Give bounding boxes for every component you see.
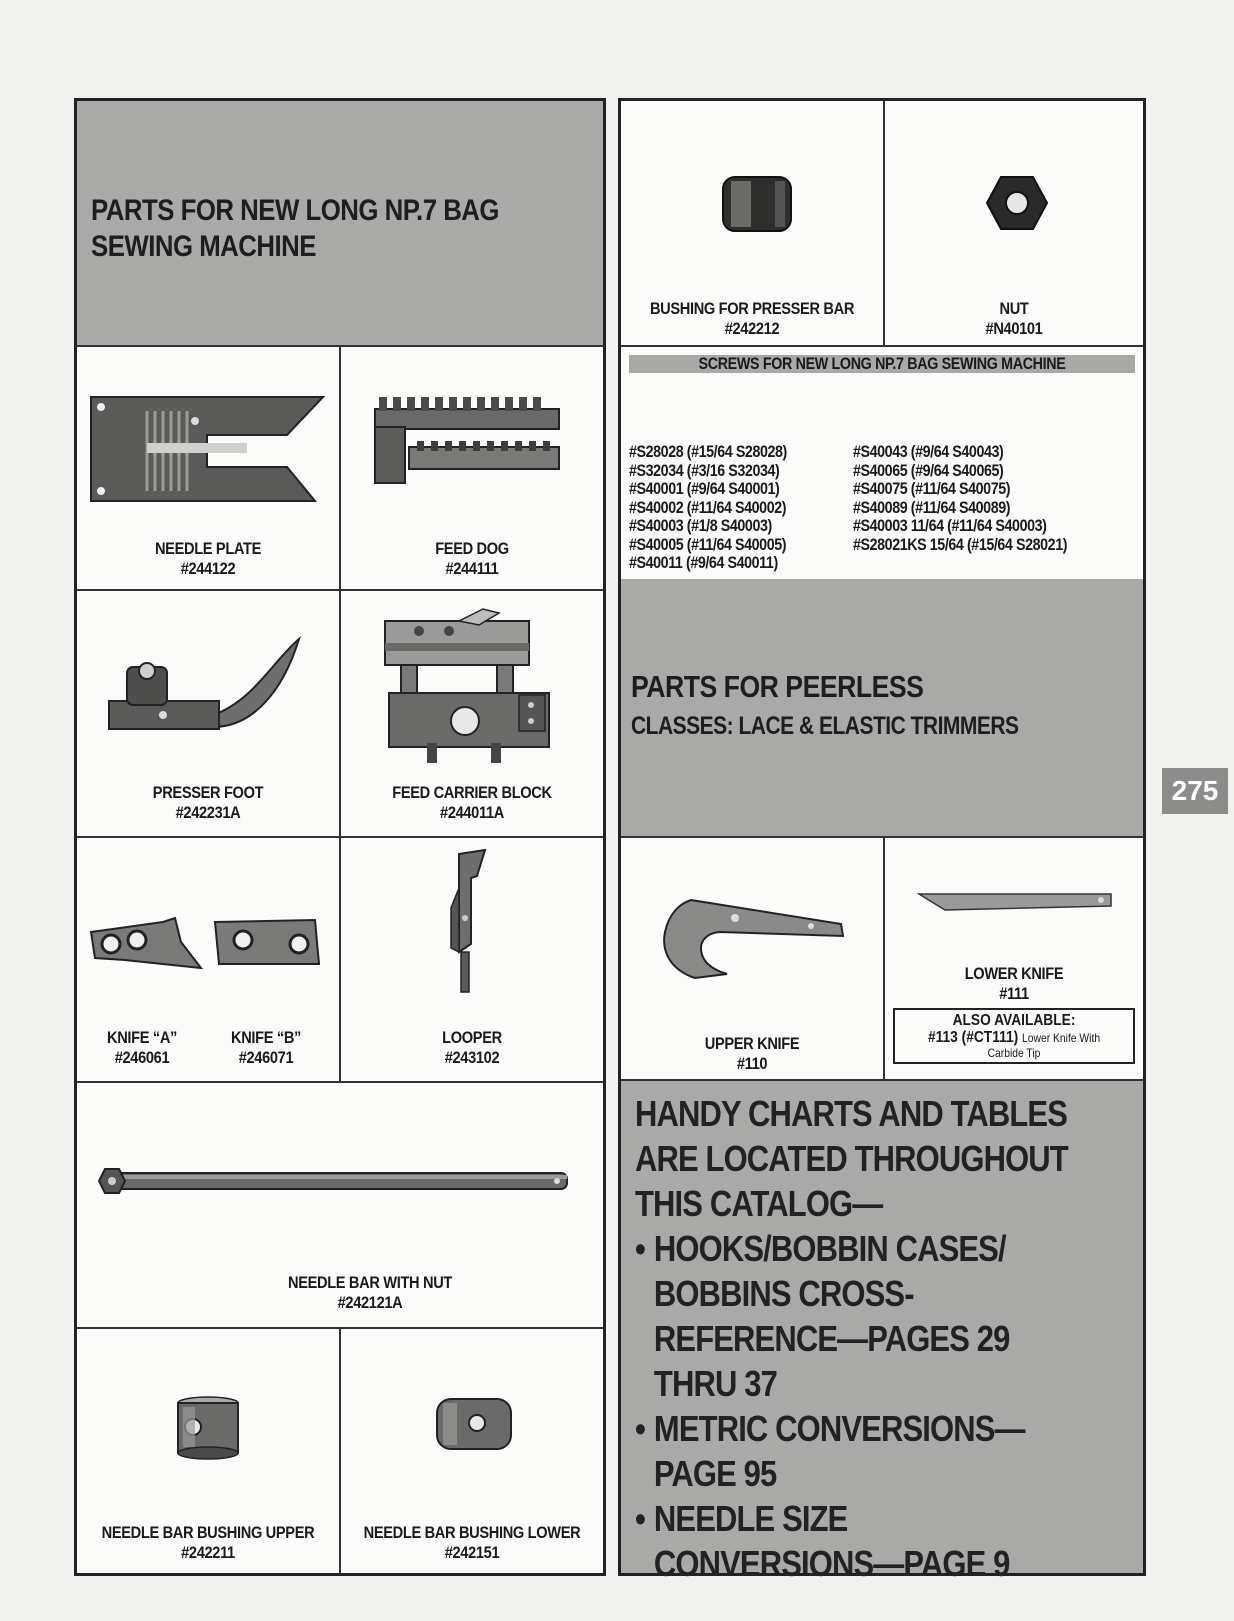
screw-item: #S40065 (#9/64 S40065)	[853, 460, 1004, 480]
screws-col-1	[629, 443, 787, 573]
feed-dog-image	[369, 391, 565, 491]
handy-charts-block	[621, 1081, 1143, 1584]
screw-item: #S40043 (#9/64 S40043)	[853, 442, 1004, 461]
screw-item: #S40089 (#11/64 S40089)	[853, 497, 1011, 517]
looper-caption: LOOPER #243102	[442, 1028, 502, 1067]
feed-dog-caption: FEED DOG #244111	[435, 539, 509, 578]
knife-b-caption: KNIFE “B” #246071	[230, 1028, 302, 1067]
also-available-number: #113 (#CT111)	[927, 1029, 1019, 1046]
upper-knife-image	[651, 896, 847, 980]
peerless-title: PARTS FOR PEERLESS	[631, 669, 924, 704]
screw-item: #S32034 (#3/16 S32034)	[629, 460, 780, 480]
nut-cell	[885, 101, 1143, 345]
also-available-title: ALSO AVAILABLE:	[952, 1012, 1076, 1029]
presser-foot-image	[103, 631, 303, 743]
upper-knife-caption: UPPER KNIFE #110	[704, 1034, 800, 1073]
presser-foot-cell	[77, 591, 339, 836]
lower-knife-caption: LOWER KNIFE #111	[964, 964, 1064, 1003]
handy-charts-text: HANDY CHARTS AND TABLES ARE LOCATED THROUGHOUT THIS CATALOG— • HOOKS/BOBBIN CASES/ BOBBINS CROSS- REFERENCE—PAGES 29 THRU 37 • METRIC CONVERSIONS— PAGE 95 • NEEDLE SIZE CONVERSIONS—PAGE 9	[635, 1093, 1068, 1584]
also-available-line	[912, 1030, 1117, 1046]
feed-dog-cell	[341, 347, 603, 589]
needle-plate-cell	[77, 347, 339, 589]
knife-a-image	[85, 914, 205, 978]
needle-bar-cell	[77, 1083, 603, 1327]
also-available-box	[893, 1008, 1135, 1064]
bushing-presser-bar-image	[717, 171, 797, 237]
bushing-lower-image	[429, 1393, 519, 1455]
screw-item: #S40005 (#11/64 S40005)	[629, 534, 787, 554]
screw-item: #S40011 (#9/64 S40011)	[629, 553, 778, 572]
knife-a-caption: KNIFE “A” #246061	[106, 1028, 178, 1067]
screw-item: #S40003 11/64 (#11/64 S40003)	[853, 516, 1047, 535]
screws-header: SCREWS FOR NEW LONG NP.7 BAG SEWING MACHINE	[629, 355, 1135, 373]
bullet-icon: •	[635, 1228, 645, 1269]
screw-item: #S40001 (#9/64 S40001)	[629, 479, 780, 498]
lower-knife-image	[915, 888, 1115, 918]
needle-bar-image	[95, 1161, 575, 1205]
lower-knife-cell	[885, 838, 1143, 1079]
screw-item: #S28028 (#15/64 S28028)	[629, 442, 787, 461]
nut-image	[985, 173, 1049, 233]
nut-caption: NUT #N40101	[985, 299, 1043, 338]
right-panel	[618, 98, 1146, 1584]
peerless-subtitle: CLASSES: LACE & ELASTIC TRIMMERS	[631, 712, 1019, 740]
bushing-presser-bar-cell	[621, 101, 883, 345]
bullet-icon: •	[635, 1408, 645, 1449]
screws-col-2	[853, 443, 1067, 554]
bushing-lower-caption: NEEDLE BAR BUSHING LOWER #242151	[363, 1523, 581, 1562]
bushing-lower-cell	[341, 1329, 603, 1573]
screws-section	[621, 347, 1143, 579]
bushing-upper-image	[173, 1395, 243, 1461]
knives-cell	[77, 838, 339, 1081]
bullet-needle: • NEEDLE SIZE CONVERSIONS—PAGE 9	[635, 1498, 1010, 1584]
presser-foot-caption: PRESSER FOOT #242231A	[152, 783, 264, 822]
feed-carrier-block-image	[379, 603, 559, 767]
bushing-presser-bar-caption: BUSHING FOR PRESSER BAR #242212	[649, 299, 855, 338]
looper-cell	[341, 838, 603, 1081]
bullet-metric: • METRIC CONVERSIONS— PAGE 95	[635, 1408, 1025, 1494]
bullet-hooks: • HOOKS/BOBBIN CASES/ BOBBINS CROSS- REFERENCE—PAGES 29 THRU 37	[635, 1228, 1010, 1404]
feed-carrier-block-caption: FEED CARRIER BLOCK #244011A	[392, 783, 552, 822]
bushing-upper-cell	[77, 1329, 339, 1573]
left-header	[77, 101, 603, 345]
left-panel	[74, 98, 606, 1576]
knife-b-image	[211, 914, 323, 974]
screw-item: #S28021KS 15/64 (#15/64 S28021)	[853, 534, 1068, 554]
screw-item: #S40075 (#11/64 S40075)	[853, 479, 1011, 498]
bullet-icon: •	[635, 1498, 645, 1539]
looper-image	[437, 848, 507, 998]
page-number-tab: 275	[1162, 768, 1228, 814]
left-header-title: PARTS FOR NEW LONG NP.7 BAG SEWING MACHINE	[91, 194, 499, 263]
feed-carrier-block-cell	[341, 591, 603, 836]
upper-knife-cell	[621, 838, 883, 1079]
screw-item: #S40003 (#1/8 S40003)	[629, 516, 772, 535]
needle-bar-caption: NEEDLE BAR WITH NUT #242121A	[287, 1273, 453, 1312]
screw-item: #S40002 (#11/64 S40002)	[629, 497, 787, 517]
peerless-header	[621, 579, 1143, 836]
needle-plate-caption: NEEDLE PLATE #244122	[154, 539, 262, 578]
also-available-desc-2: Carbide Tip	[987, 1046, 1041, 1060]
needle-plate-image	[87, 391, 327, 511]
also-available-desc: Lower Knife With	[1022, 1031, 1101, 1045]
bushing-upper-caption: NEEDLE BAR BUSHING UPPER #242211	[101, 1523, 315, 1562]
